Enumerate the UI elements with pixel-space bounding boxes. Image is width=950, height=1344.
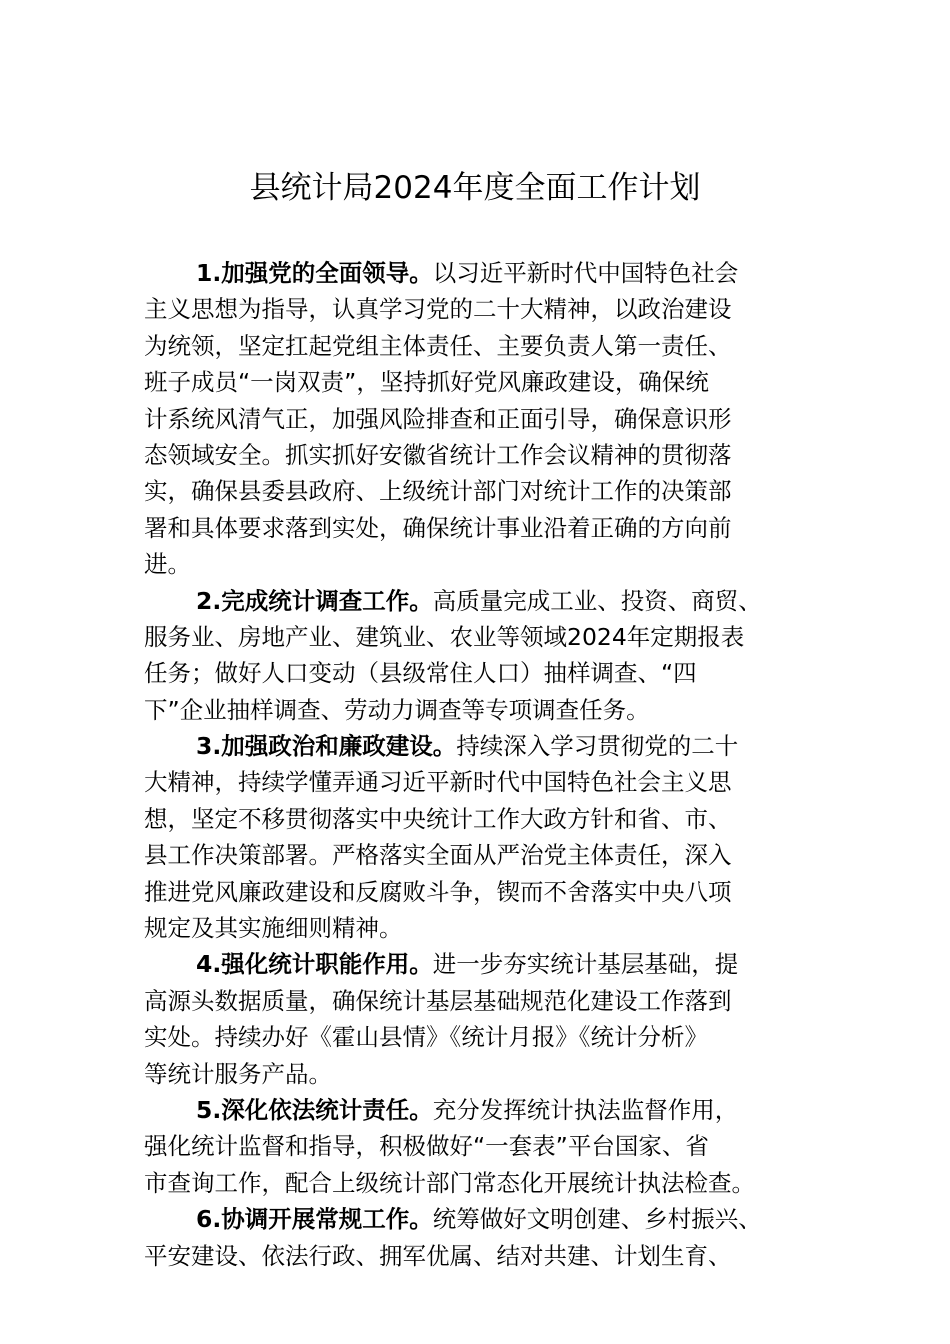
section-heading: 1.加强党的全面领导。 [196,259,433,287]
document-body [144,255,824,1274]
paragraph-line [144,583,824,619]
paragraph-text: 以习近平新时代中国特色社会 [432,259,739,287]
section-heading: 5.深化依法统计责任。 [196,1095,433,1124]
paragraph-line: 为统领，坚定扛起党组主体责任、主要负责人第一责任、 [144,331,732,360]
paragraph-line: 署和具体要求落到实处，确保统计事业沿着正确的方向前 [144,513,732,542]
paragraph-text: 持续深入学习贯彻党的二十 [456,732,739,761]
paragraph-line: 推进党风廉政建设和反腐败斗争，锲而不舍落实中央八项 [144,877,732,906]
paragraph-line: 县工作决策部署。严格落实全面从严治党主体责任，深入 [144,841,732,870]
paragraph-line: 班子成员“一岗双责”，坚持抓好党风廉政建设，确保统 [144,368,709,397]
document-title: 县统计局2024年度全面工作计划 [249,170,701,206]
paragraph-line: 进。 [144,550,191,579]
paragraph-line: 任务；做好人口变动（县级常住人口）抽样调查、“四 [144,659,697,688]
paragraph-line: 平安建设、依法行政、拥军优属、结对共建、计划生育、 [144,1241,732,1270]
paragraph-line: 大精神，持续学懂弄通习近平新时代中国特色社会主义思 [144,768,732,797]
paragraph-line: 下”企业抽样调查、劳动力调查等专项调查任务。 [144,695,650,724]
section-heading: 2.完成统计调查工作。 [196,586,433,615]
paragraph-line [144,946,824,982]
paragraph-line: 想，坚定不移贯彻落实中央统计工作大政方针和省、市、 [144,804,732,833]
paragraph-line [144,1201,824,1237]
paragraph-line: 态领域安全。抓实抓好安徽省统计工作会议精神的贯彻落 [144,440,732,469]
paragraph-line [144,728,824,764]
paragraph-text: 进一步夯实统计基层基础，提 [432,950,739,979]
paragraph-line: 实处。持续办好《霍山县情》《统计月报》《统计分析》 [144,1023,708,1052]
paragraph-text: 高质量完成工业、投资、商贸、 [432,586,762,615]
paragraph-line: 主义思想为指导，认真学习党的二十大精神，以政治建设 [144,295,732,324]
paragraph-text: 统筹做好文明创建、乡村振兴、 [432,1205,762,1234]
paragraph-line: 高源头数据质量，确保统计基层基础规范化建设工作落到 [144,986,732,1015]
section-heading: 4.强化统计职能作用。 [196,950,433,979]
paragraph-line: 市查询工作，配合上级统计部门常态化开展统计执法检查。 [144,1168,755,1197]
paragraph-line [144,1092,824,1128]
paragraph-line: 等统计服务产品。 [144,1059,332,1088]
paragraph-line: 规定及其实施细则精神。 [144,914,403,943]
paragraph-line: 服务业、房地产业、建筑业、农业等领域2024年定期报表 [144,622,745,651]
section-heading: 6.协调开展常规工作。 [196,1205,433,1234]
paragraph-text: 充分发挥统计执法监督作用， [432,1095,739,1124]
paragraph-line: 强化统计监督和指导，积极做好“一套表”平台国家、省 [144,1132,709,1161]
paragraph-line: 实，确保县委县政府、上级统计部门对统计工作的决策部 [144,477,732,506]
section-heading: 3.加强政治和廉政建设。 [196,732,457,761]
paragraph-line [144,255,824,291]
paragraph-line: 计系统风清气正，加强风险排查和正面引导，确保意识形 [144,404,732,433]
